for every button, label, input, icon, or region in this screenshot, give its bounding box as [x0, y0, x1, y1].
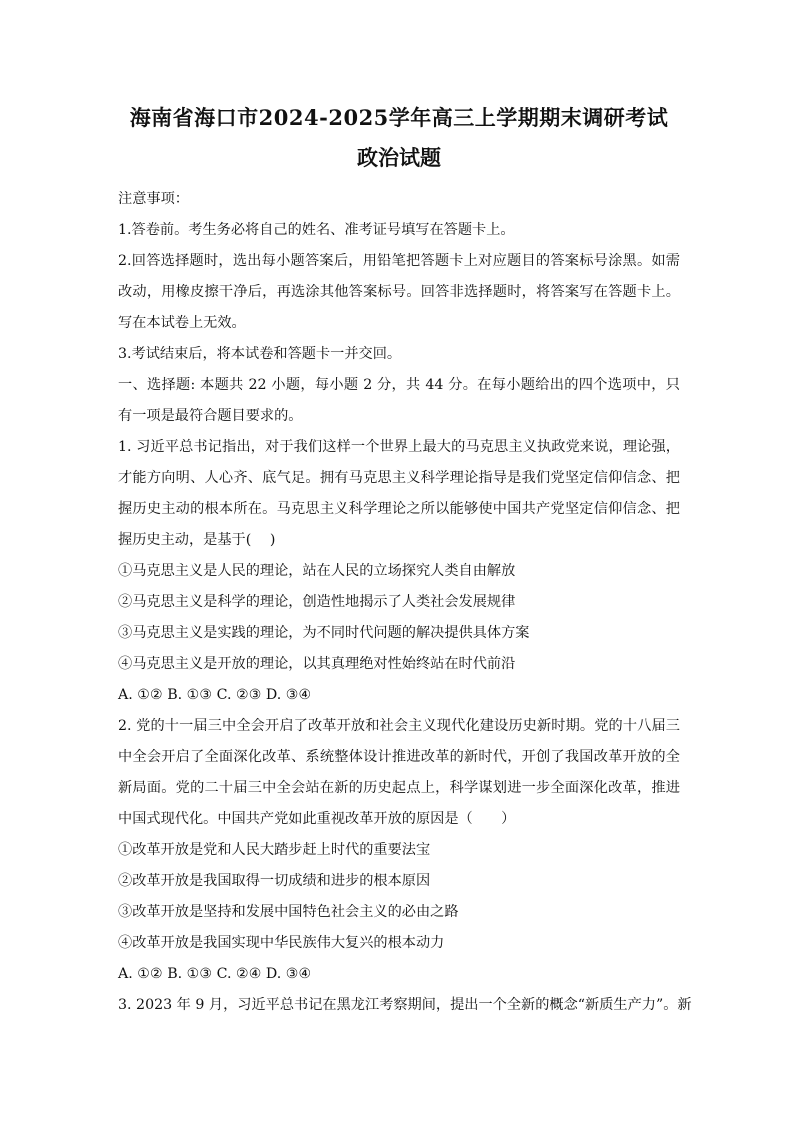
question-2-stem: 2. 党的十一届三中全会开启了改革开放和社会主义现代化建设历史新时期。党的十八届三中全会开启了全面深化改革、系统整体设计推进改革的新时代，开创了我国改革开放的全新局面。党的二十届三中全会站在新的历史起点上，科学谋划进一步全面深化改革，推进中国式现代化。中国共产党如此重视改革开放的原因是（ ）	[118, 718, 680, 827]
question-1-stem: 1. 习近平总书记指出，对于我们这样一个世界上最大的马克思主义执政党来说，理论强，才能方向明、人心齐、底气足。拥有马克思主义科学理论指导是我们党坚定信仰信念、把握历史主动的根本所在。马克思主义科学理论之所以能够使中国共产党坚定信仰信念、把握历史主动，是基于( )	[118, 439, 680, 548]
notice-item-2: 2.回答选择题时，选出每小题答案后，用铅笔把答题卡上对应题目的答案标号涂黑。如需改动，用橡皮擦干净后，再选涂其他答案标号。回答非选择题时，将答案写在答题卡上。写在本试卷上无效。	[118, 253, 680, 331]
question-2-choices: A. ①② B. ①③ C. ②④ D. ③④	[118, 966, 312, 982]
page-subtitle: 政治试题	[357, 145, 441, 170]
notice-heading: 注意事项：	[118, 191, 189, 207]
question-3-stem: 3. 2023 年 9 月，习近平总书记在黑龙江考察期间，提出一个全新的概念“新质生产力”。新	[118, 997, 692, 1013]
question-2-option-2: ②改革开放是我国取得一切成绩和进步的根本原因	[118, 873, 431, 889]
exam-page	[118, 100, 692, 1021]
question-1-option-3: ③马克思主义是实践的理论，为不同时代问题的解决提供具体方案	[118, 625, 530, 641]
notice-item-1: 1.答卷前。考生务必将自己的姓名、准考证号填写在答题卡上。	[118, 222, 515, 238]
notice-item-3: 3.考试结束后，将本试卷和答题卡一并交回。	[118, 346, 402, 362]
section-intro: 一、选择题: 本题共 22 小题，每小题 2 分，共 44 分。在每小题给出的四个选项中，只有一项是最符合题目要求的。	[118, 377, 680, 424]
question-2-option-4: ④改革开放是我国实现中华民族伟大复兴的根本动力	[118, 935, 445, 951]
question-2-option-3: ③改革开放是坚持和发展中国特色社会主义的必由之路	[118, 904, 459, 920]
question-2-option-1: ①改革开放是党和人民大踏步赶上时代的重要法宝	[118, 842, 431, 858]
page-title: 海南省海口市2024-2025学年高三上学期期末调研考试	[129, 105, 669, 130]
question-1-option-1: ①马克思主义是人民的理论，站在人民的立场探究人类自由解放	[118, 563, 516, 579]
question-1-option-2: ②马克思主义是科学的理论，创造性地揭示了人类社会发展规律	[118, 594, 516, 610]
question-1-option-4: ④马克思主义是开放的理论，以其真理绝对性始终站在时代前沿	[118, 656, 516, 672]
question-1-choices: A. ①② B. ①③ C. ②③ D. ③④	[118, 687, 312, 703]
